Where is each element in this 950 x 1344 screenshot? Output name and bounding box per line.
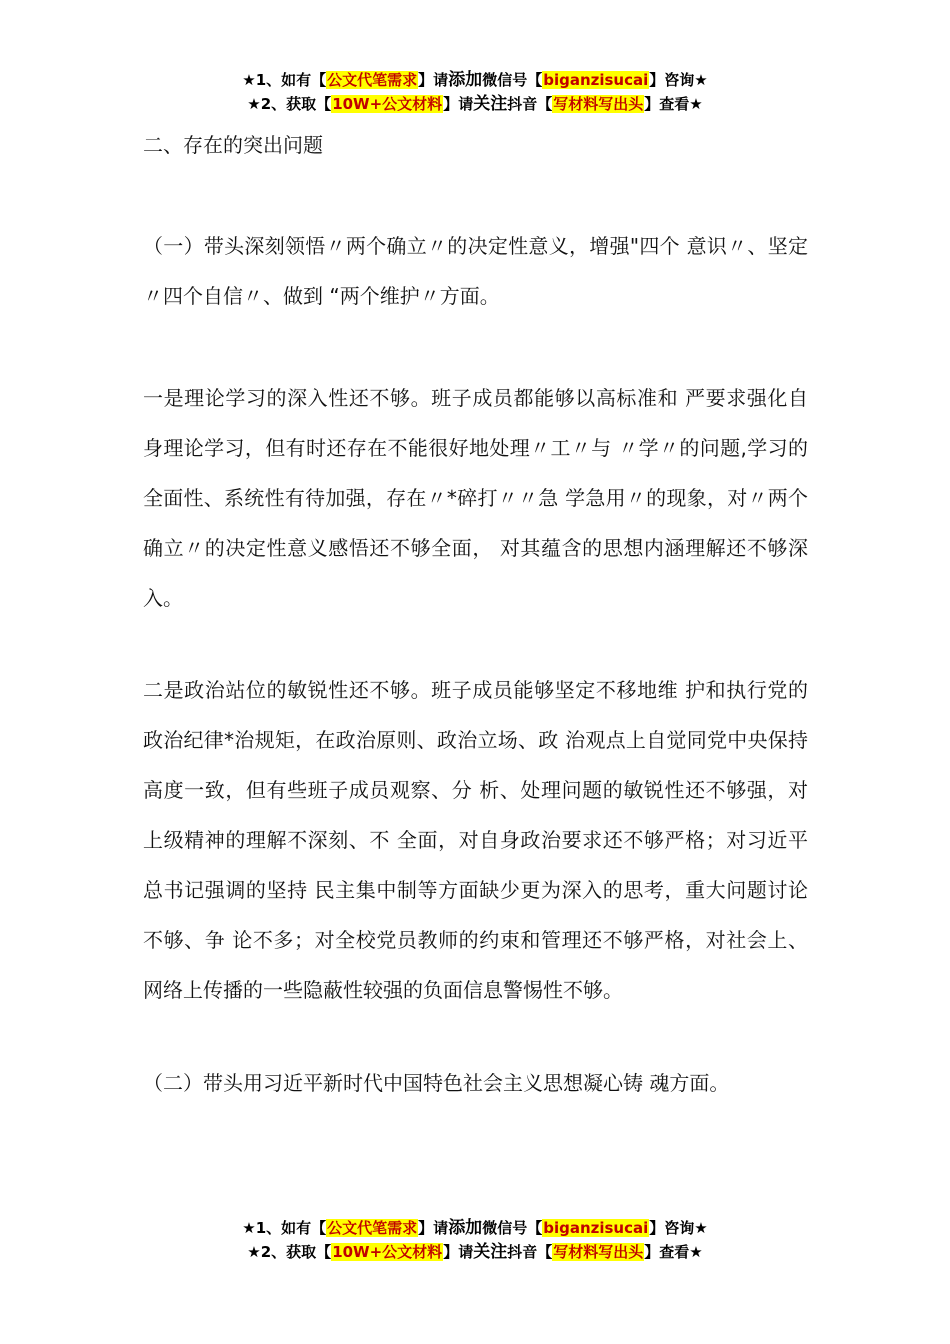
banner-highlight: 公文代笔需求 bbox=[327, 71, 418, 89]
banner-emphasis: 添加 bbox=[448, 1218, 483, 1238]
banner-text: ★1、如有【 bbox=[242, 71, 327, 89]
banner-emphasis: 关注 bbox=[473, 94, 508, 114]
banner-text: 】请 bbox=[418, 1219, 449, 1237]
banner-text: 】查看★ bbox=[644, 95, 703, 113]
banner-text: 】咨询★ bbox=[649, 71, 708, 89]
banner-text: 】咨询★ bbox=[649, 1219, 708, 1237]
banner-text: 】查看★ bbox=[644, 1243, 703, 1261]
banner-douyin-id: 写材料写出头 bbox=[553, 1243, 644, 1261]
banner-text: 】请 bbox=[443, 1243, 474, 1261]
banner-text: 】请 bbox=[418, 71, 449, 89]
banner-emphasis: 添加 bbox=[448, 70, 483, 90]
banner-text: 抖音【 bbox=[507, 1243, 553, 1261]
banner-text: 】请 bbox=[443, 95, 474, 113]
banner-line-1 bbox=[0, 68, 950, 92]
banner-text: 微信号【 bbox=[482, 71, 543, 89]
banner-text: 微信号【 bbox=[482, 1219, 543, 1237]
banner-highlight: 10W+公文材料 bbox=[332, 95, 443, 113]
banner-wechat-id: biganzisucai bbox=[543, 71, 649, 89]
banner-line-2 bbox=[0, 92, 950, 116]
banner-text: ★2、获取【 bbox=[247, 1243, 332, 1261]
banner-wechat-id: biganzisucai bbox=[543, 1219, 649, 1237]
document-body bbox=[143, 128, 808, 1108]
banner-line-2 bbox=[0, 1240, 950, 1264]
paragraph-theory-study: 一是理论学习的深入性还不够。班子成员都能够以高标准和 严要求强化自身理论学习，但有时还存在不能很好地处理〃工〃与 〃学〃的问题,学习的全面性、系统性有待加强，存在〃*碎打〃〃急 学急用〃的现象，对〃两个确立〃的决定性意义感悟还不够全面， 对其蕴含的思想内涵理解还不够深入。 bbox=[143, 386, 808, 610]
banner-text: ★1、如有【 bbox=[242, 1219, 327, 1237]
header-banner bbox=[0, 68, 950, 116]
paragraph-political-stance: 二是政治站位的敏锐性还不够。班子成员能够坚定不移地维 护和执行党的政治纪律*治规矩，在政治原则、政治立场、政 治观点上自觉同党中央保持高度一致，但有些班子成员观察、分 析、处理问题的敏锐性还不够强，对上级精神的理解不深刻、不 全面，对自身政治要求还不够严格；对习近平总书记强调的坚持 民主集中制等方面缺少更为深入的思考，重大问题讨论不够、争 论不多；对全校党员教师的约束和管理还不够严格，对社会上、 网络上传播的一些隐蔽性较强的负面信息警惕性不够。 bbox=[143, 678, 808, 1002]
banner-highlight: 10W+公文材料 bbox=[332, 1243, 443, 1261]
banner-line-1 bbox=[0, 1216, 950, 1240]
banner-emphasis: 关注 bbox=[473, 1242, 508, 1262]
banner-highlight: 公文代笔需求 bbox=[327, 1219, 418, 1237]
banner-text: ★2、获取【 bbox=[247, 95, 332, 113]
section-heading: 二、存在的突出问题 bbox=[143, 133, 323, 157]
subsection-heading-2: （二）带头用习近平新时代中国特色社会主义思想凝心铸 魂方面。 bbox=[143, 1071, 730, 1095]
footer-banner bbox=[0, 1216, 950, 1264]
subsection-heading-1: （一）带头深刻领悟〃两个确立〃的决定性意义，增强"四个 意识〃、坚定〃四个自信〃、做到 “两个维护〃方面。 bbox=[143, 234, 808, 308]
banner-text: 抖音【 bbox=[507, 95, 553, 113]
banner-douyin-id: 写材料写出头 bbox=[553, 95, 644, 113]
